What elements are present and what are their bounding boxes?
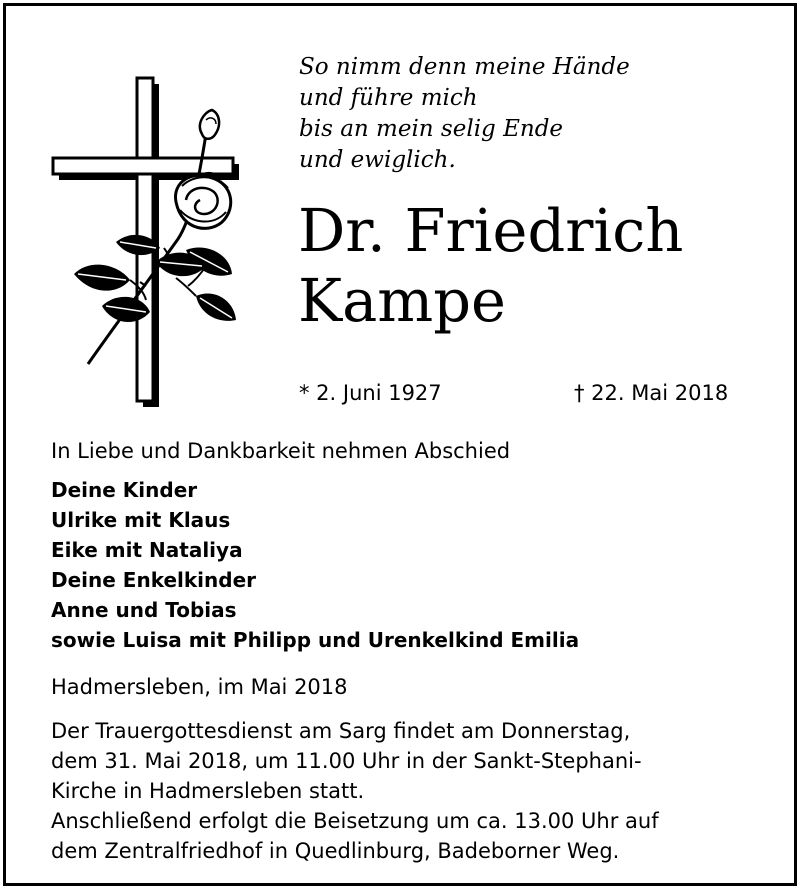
farewell-intro: In Liebe und Dankbarkeit nehmen Abschied [51, 439, 511, 463]
death-date: † 22. Mai 2018 [574, 381, 729, 405]
verse-line: So nimm denn meine Hände [299, 54, 630, 80]
verse-line: und ewiglich. [299, 147, 456, 173]
service-details-line: Der Trauergottesdienst am Sarg findet am Donnerstag, [51, 719, 631, 743]
mourner-line: Anne und Tobias [51, 598, 237, 622]
verse [299, 52, 630, 176]
mourner-line: Deine Kinder [51, 478, 198, 502]
service-details [51, 716, 659, 866]
cross-with-rose-icon [46, 74, 251, 409]
mourner-line: Eike mit Nataliya [51, 538, 243, 562]
verse-line: bis an mein selig Ende [299, 116, 564, 142]
mourner-line: Deine Enkelkinder [51, 568, 257, 592]
place-date: Hadmersleben, im Mai 2018 [51, 675, 348, 699]
deceased-name-line1: Dr. Friedrich [298, 196, 684, 265]
mourner-line: sowie Luisa mit Philipp und Urenkelkind Emilia [51, 628, 580, 652]
obituary-notice [3, 3, 797, 886]
service-details-line: Anschließend erfolgt die Beisetzung um ca. 13.00 Uhr auf [51, 809, 659, 833]
service-details-line: dem Zentralfriedhof in Quedlinburg, Badeborner Weg. [51, 839, 620, 863]
service-details-line: Kirche in Hadmersleben statt. [51, 779, 365, 803]
service-details-line: dem 31. Mai 2018, um 11.00 Uhr in der Sankt-Stephani- [51, 749, 642, 773]
verse-line: und führe mich [299, 85, 478, 111]
deceased-name-line2: Kampe [298, 266, 506, 335]
deceased-name [298, 196, 683, 336]
mourners-list [51, 475, 579, 655]
birth-date: * 2. Juni 1927 [299, 381, 442, 405]
mourner-line: Ulrike mit Klaus [51, 508, 231, 532]
